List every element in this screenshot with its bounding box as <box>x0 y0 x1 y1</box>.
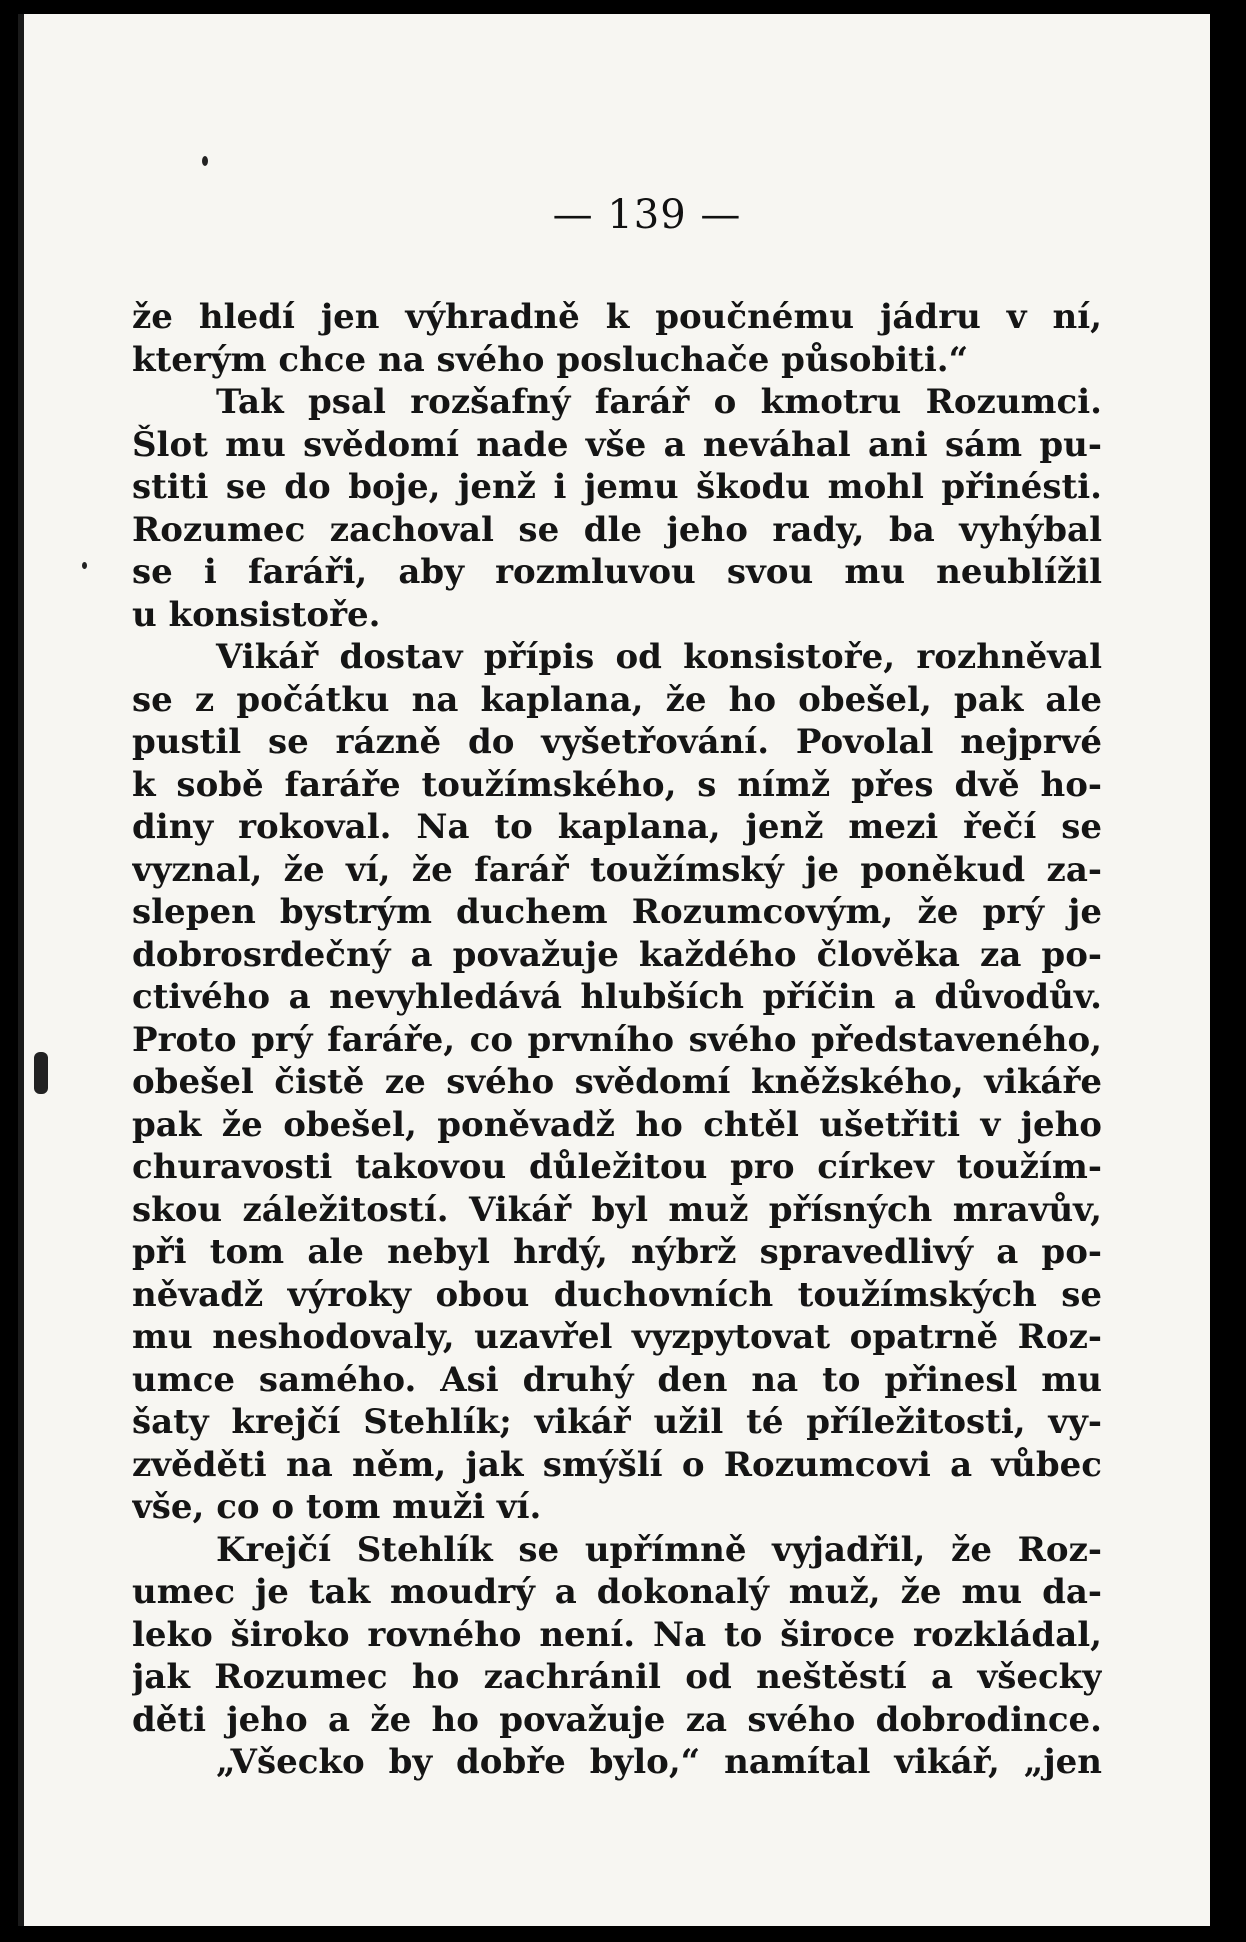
text-line: Tak psal rozšafný farář o kmotru Rozumci. <box>216 382 1102 422</box>
page-number: — 139 — <box>552 192 742 238</box>
text-line: Šlot mu svědomí nade vše a neváhal ani sám pu- <box>132 424 1102 465</box>
text-line: se i faráři, aby rozmluvou svou mu neublížil <box>132 552 1102 592</box>
text-line: leko široko rovného není. Na to široce rozkládal, <box>132 1614 1102 1655</box>
text-line: pak že obešel, poněvadž ho chtěl ušetřiti v jeho <box>132 1104 1102 1145</box>
text-line: vše, co o tom muži ví. <box>132 1487 542 1527</box>
text-line: kterým chce na svého posluchače působiti.“ <box>132 339 969 380</box>
text-line: vyznal, že ví, že farář toužímský je poněkud za- <box>132 849 1102 890</box>
text-line: pustil se rázně do vyšetřování. Povolal nejprvé <box>132 722 1102 762</box>
text-line: slepen bystrým duchem Rozumcovým, že prý je <box>132 892 1102 932</box>
print-speck <box>82 562 87 569</box>
text-line: dobrosrdečný a považuje každého člověka za po- <box>132 934 1102 975</box>
text-line: šaty krejčí Stehlík; vikář užil té příležitosti, vy- <box>132 1402 1102 1442</box>
body-text <box>132 296 1102 1784</box>
text-line: „Všecko by dobře bylo,“ namítal vikář, „jen <box>216 1742 1102 1782</box>
text-line: u konsistoře. <box>132 594 381 635</box>
text-line: mu neshodovaly, uzavřel vyzpytovat opatrně Roz- <box>132 1317 1102 1357</box>
text-line: že hledí jen výhradně k poučnému jádru v ní, <box>132 297 1102 337</box>
text-line: skou záležitostí. Vikář byl muž přísných mravův, <box>132 1189 1102 1230</box>
text-line: Krejčí Stehlík se upřímně vyjadřil, že Roz- <box>216 1529 1102 1570</box>
text-line: churavosti takovou důležitou pro církev toužím- <box>132 1147 1102 1187</box>
text-line: k sobě faráře toužímského, s nímž přes dvě ho- <box>132 764 1102 805</box>
text-line: něvadž výroky obou duchovních toužímských se <box>132 1274 1102 1315</box>
print-speck <box>202 156 208 166</box>
text-line: stiti se do boje, jenž i jemu škodu mohl přinésti. <box>132 467 1102 507</box>
text-line: diny rokoval. Na to kaplana, jenž mezi řečí se <box>132 807 1102 847</box>
text-line: obešel čistě ze svého svědomí kněžského, vikáře <box>132 1062 1102 1102</box>
text-line: Proto prý faráře, co prvního svého představeného, <box>132 1019 1102 1060</box>
text-line: Vikář dostav přípis od konsistoře, rozhněval <box>216 637 1102 677</box>
text-line: se z počátku na kaplana, že ho obešel, pak ale <box>132 679 1102 720</box>
text-line: děti jeho a že ho považuje za svého dobrodince. <box>132 1699 1102 1740</box>
text-line: zvěděti na něm, jak smýšlí o Rozumcovi a vůbec <box>132 1444 1102 1485</box>
book-page <box>18 14 1210 1926</box>
binding-mark <box>34 1052 48 1094</box>
text-line: umec je tak moudrý a dokonalý muž, že mu da- <box>132 1572 1102 1612</box>
text-line: jak Rozumec ho zachránil od neštěstí a všecky <box>132 1657 1102 1697</box>
text-line: Rozumec zachoval se dle jeho rady, ba vyhýbal <box>132 509 1102 550</box>
text-line: při tom ale nebyl hrdý, nýbrž spravedlivý a po- <box>132 1232 1102 1272</box>
text-line: ctivého a nevyhledává hlubších příčin a důvodův. <box>132 977 1102 1017</box>
text-line: umce samého. Asi druhý den na to přinesl mu <box>132 1359 1102 1400</box>
